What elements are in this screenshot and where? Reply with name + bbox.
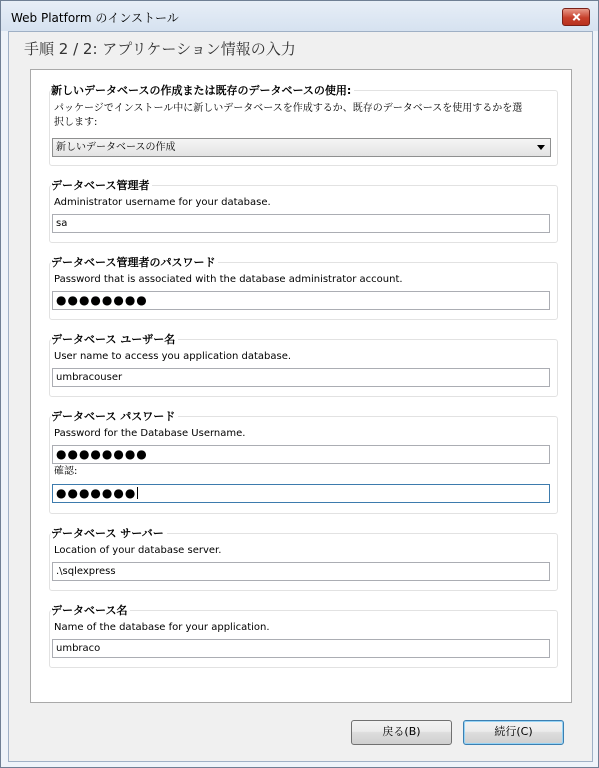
db-user-title: データベース ユーザー名 (51, 331, 178, 347)
title-bar[interactable] (1, 1, 598, 31)
db-password-confirm-input[interactable] (52, 484, 550, 503)
db-name-input[interactable]: umbraco (52, 639, 550, 658)
db-server-description: Location of your database server. (54, 545, 222, 556)
db-password-description: Password for the Database Username. (54, 428, 246, 439)
db-admin-password-description: Password that is associated with the database administrator account. (54, 274, 403, 285)
db-admin-username-input[interactable]: sa (52, 214, 550, 233)
db-choice-title: 新しいデータベースの作成または既存のデータベースの使用: (51, 82, 354, 98)
db-admin-password-input[interactable]: ●●●●●●●● (52, 291, 550, 310)
db-user-input[interactable]: umbracouser (52, 368, 550, 387)
db-password-confirm-value: ●●●●●●● (56, 486, 137, 500)
db-choice-select[interactable] (52, 138, 551, 157)
db-name-description: Name of the database for your application. (54, 622, 270, 633)
settings-panel (30, 69, 572, 703)
db-name-group (49, 604, 558, 668)
db-admin-password-title: データベース管理者のパスワード (51, 254, 218, 270)
chevron-down-icon (537, 145, 545, 150)
db-password-input[interactable]: ●●●●●●●● (52, 445, 550, 464)
db-choice-description-line2: 択します: (54, 117, 98, 128)
db-admin-description: Administrator username for your database. (54, 197, 271, 208)
db-choice-description-line1: パッケージでインストール中に新しいデータベースを作成するか、既存のデータベースを使用するかを選 (54, 103, 523, 114)
continue-button[interactable]: 続行(C) (463, 720, 564, 745)
db-password-group (49, 410, 558, 514)
db-server-title: データベース サーバー (51, 525, 167, 541)
window-title: Web Platform のインストール (11, 11, 179, 25)
db-admin-group (49, 179, 558, 243)
db-user-description: User name to access you application database. (54, 351, 292, 362)
step-heading: 手順 2 / 2: アプリケーション情報の入力 (24, 40, 296, 58)
db-server-input[interactable]: .\sqlexpress (52, 562, 550, 581)
db-admin-title: データベース管理者 (51, 177, 152, 193)
db-password-title: データベース パスワード (51, 408, 178, 424)
db-choice-selected-value: 新しいデータベースの作成 (56, 142, 176, 153)
db-admin-password-group (49, 256, 558, 320)
text-caret (137, 487, 138, 499)
back-button[interactable]: 戻る(B) (351, 720, 452, 745)
db-name-title: データベース名 (51, 602, 130, 618)
db-password-confirm-label: 確認: (54, 466, 78, 477)
db-user-group (49, 333, 558, 397)
close-icon[interactable] (562, 8, 590, 26)
db-server-group (49, 527, 558, 591)
db-choice-group (49, 84, 558, 166)
